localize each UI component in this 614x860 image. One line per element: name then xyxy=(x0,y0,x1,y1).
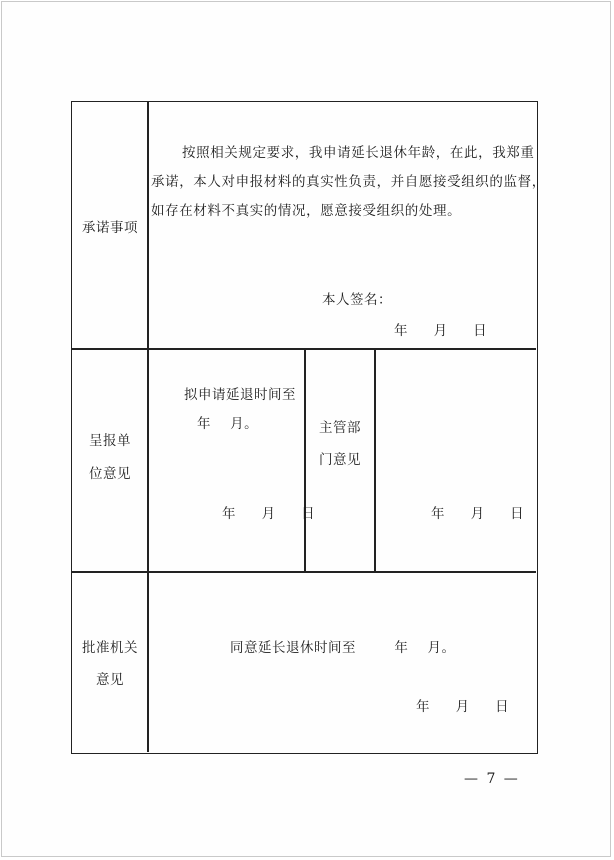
approval-label-line-2: 意见 xyxy=(96,672,124,688)
submitting-unit-label-line-1: 呈报单 xyxy=(89,433,131,449)
supervising-dept-label-line-2: 门意见 xyxy=(319,452,361,468)
document-page xyxy=(1,1,611,857)
page-number: — 7 — xyxy=(464,771,520,787)
unit-dept-divider xyxy=(304,348,306,572)
supervising-dept-date: 年 月 日 xyxy=(431,506,525,522)
submitting-unit-date: 年 月 日 xyxy=(222,506,316,522)
pledge-label: 承诺事项 xyxy=(82,220,138,236)
supervising-dept-label-line-1: 主管部 xyxy=(319,420,361,436)
dept-label-divider xyxy=(374,348,376,572)
pledge-body-line-3: 如存在材料不真实的情况，愿意接受组织的处理。 xyxy=(151,203,462,219)
pledge-body-line-1: 按照相关规定要求，我申请延长退休年龄，在此，我郑重 xyxy=(182,145,535,161)
submitting-unit-label-line-2: 位意见 xyxy=(89,466,131,482)
approval-text: 同意延长退休时间至 年 月。 xyxy=(230,640,456,656)
approval-label-line-1: 批准机关 xyxy=(82,640,138,656)
label-column-divider xyxy=(147,102,149,752)
signature-label: 本人签名： xyxy=(322,292,392,308)
application-form-table xyxy=(71,101,546,754)
approval-date: 年 月 日 xyxy=(416,699,510,715)
pledge-date: 年 月 日 xyxy=(394,323,488,339)
extension-proposal-line-2: 年 月。 xyxy=(197,416,259,432)
extension-proposal-line-1: 拟申请延退时间至 xyxy=(184,387,296,403)
pledge-body-line-2: 承诺，本人对申报材料的真实性负责，并自愿接受组织的监督， xyxy=(151,174,546,190)
pledge-body xyxy=(151,139,546,226)
